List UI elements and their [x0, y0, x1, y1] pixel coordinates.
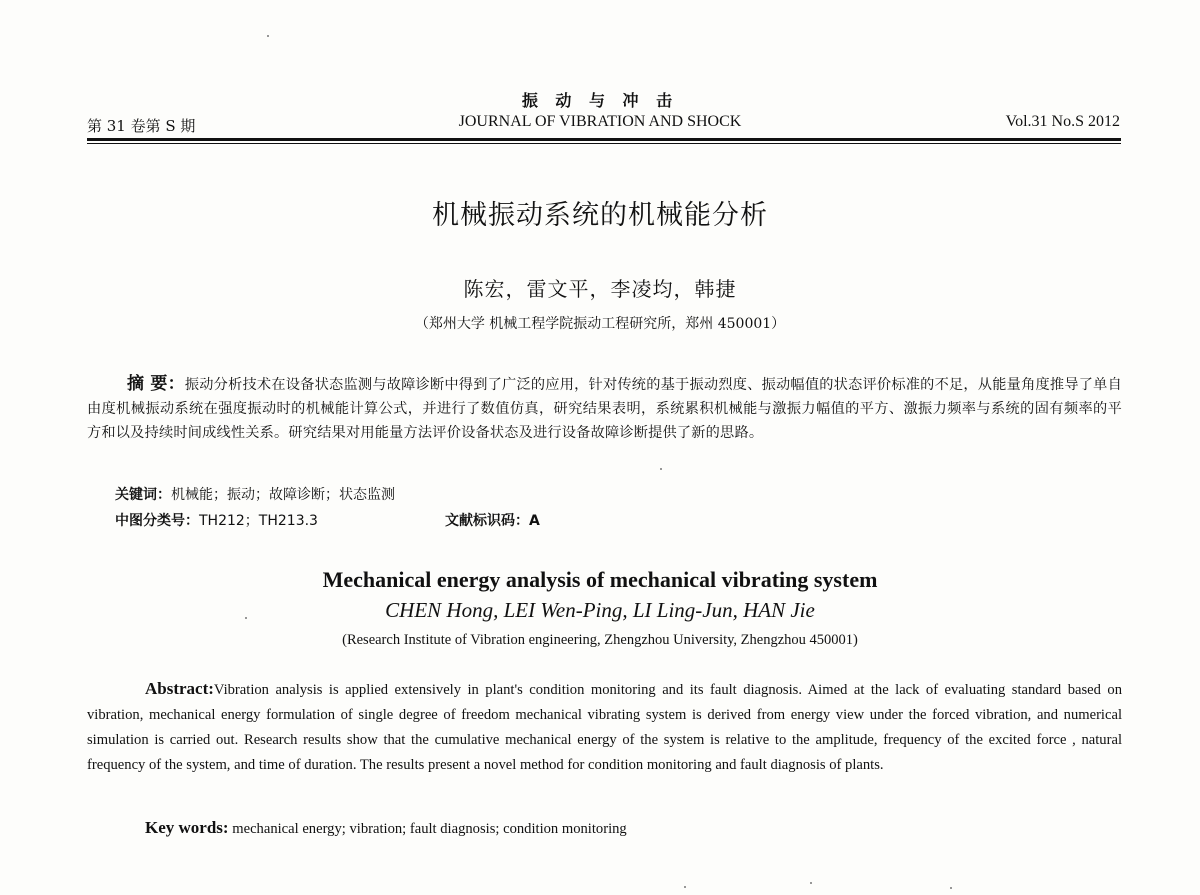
- keywords-text-english: mechanical energy; vibration; fault diagnosis; condition monitoring: [232, 821, 627, 837]
- scan-speck: [950, 887, 952, 889]
- abstract-text-english: Vibration analysis is applied extensively in plant's condition monitoring and its fault diagnosis. Aimed at the lack of evaluating standard based on vibration, mechanical energy formulation of single degree of freedom mechanical vibrating system is derived from energy view under the forced vibration, and numerical simulation is carried out. Research results show that the cumulative mechanical energy of the system is relative to the amplitude, frequency of the excited force , natural frequency of the system, and time of duration. The results present a novel method for condition monitoring and fault diagnosis of plants.: [87, 682, 1122, 773]
- abstract-text-chinese: 振动分析技术在设备状态监测与故障诊断中得到了广泛的应用，针对传统的基于振动烈度、振动幅值的状态评价标准的不足，从能量角度推导了单自由度机械振动系统在强度振动时的机械能计算公式，并进行了数值仿真，研究结果表明，系统累积机械能与激振力幅值的平方、激振力频率与系统的固有频率的平方和以及持续时间成线性关系。研究结果对用能量方法评价设备状态及进行设备故障诊断提供了新的思路。: [87, 377, 1122, 441]
- journal-name-english: JOURNAL OF VIBRATION AND SHOCK: [458, 113, 742, 130]
- abstract-chinese: [87, 372, 1122, 445]
- scan-speck: [660, 468, 662, 470]
- scan-speck: [245, 617, 247, 619]
- volume-issue-english: Vol.31 No.S 2012: [1005, 113, 1120, 130]
- scan-speck: [684, 886, 686, 888]
- affiliation-chinese: （郑州大学 机械工程学院振动工程研究所，郑州 450001）: [414, 316, 786, 332]
- keywords-text-chinese: 机械能；振动；故障诊断；状态监测: [171, 487, 395, 503]
- paper-title-chinese: 机械振动系统的机械能分析: [432, 200, 768, 231]
- affiliation-english: (Research Institute of Vibration engineering, Zhengzhou University, Zhengzhou 450001): [342, 632, 858, 648]
- header-rule-thin: [87, 143, 1121, 144]
- document-code-value: A: [529, 513, 540, 529]
- classification-value: TH212；TH213.3: [199, 513, 318, 529]
- abstract-label-chinese: 摘 要：: [127, 374, 185, 394]
- scan-speck: [810, 882, 812, 884]
- header-rule-thick: [87, 138, 1121, 141]
- document-code-label: 文献标识码：: [445, 513, 529, 529]
- volume-issue-chinese: 第 31 卷第 S 期: [87, 117, 196, 135]
- document-code: [445, 510, 540, 530]
- scan-speck: [267, 35, 269, 37]
- keywords-chinese: [115, 484, 395, 504]
- journal-name-chinese: 振 动 与 冲 击: [521, 91, 679, 110]
- classification-number: [115, 510, 318, 530]
- paper-title-english: Mechanical energy analysis of mechanical vibrating system: [322, 567, 878, 592]
- keywords-label-english: Key words:: [145, 818, 229, 837]
- classification-label: 中图分类号：: [115, 513, 199, 529]
- authors-chinese: 陈宏，雷文平，李凌均，韩捷: [463, 277, 737, 301]
- keywords-english: [145, 818, 627, 838]
- abstract-label-english: Abstract:: [145, 679, 214, 698]
- abstract-english: [87, 676, 1122, 778]
- keywords-label-chinese: 关键词：: [115, 487, 171, 503]
- authors-english: CHEN Hong, LEI Wen-Ping, LI Ling-Jun, HAN Jie: [385, 598, 815, 622]
